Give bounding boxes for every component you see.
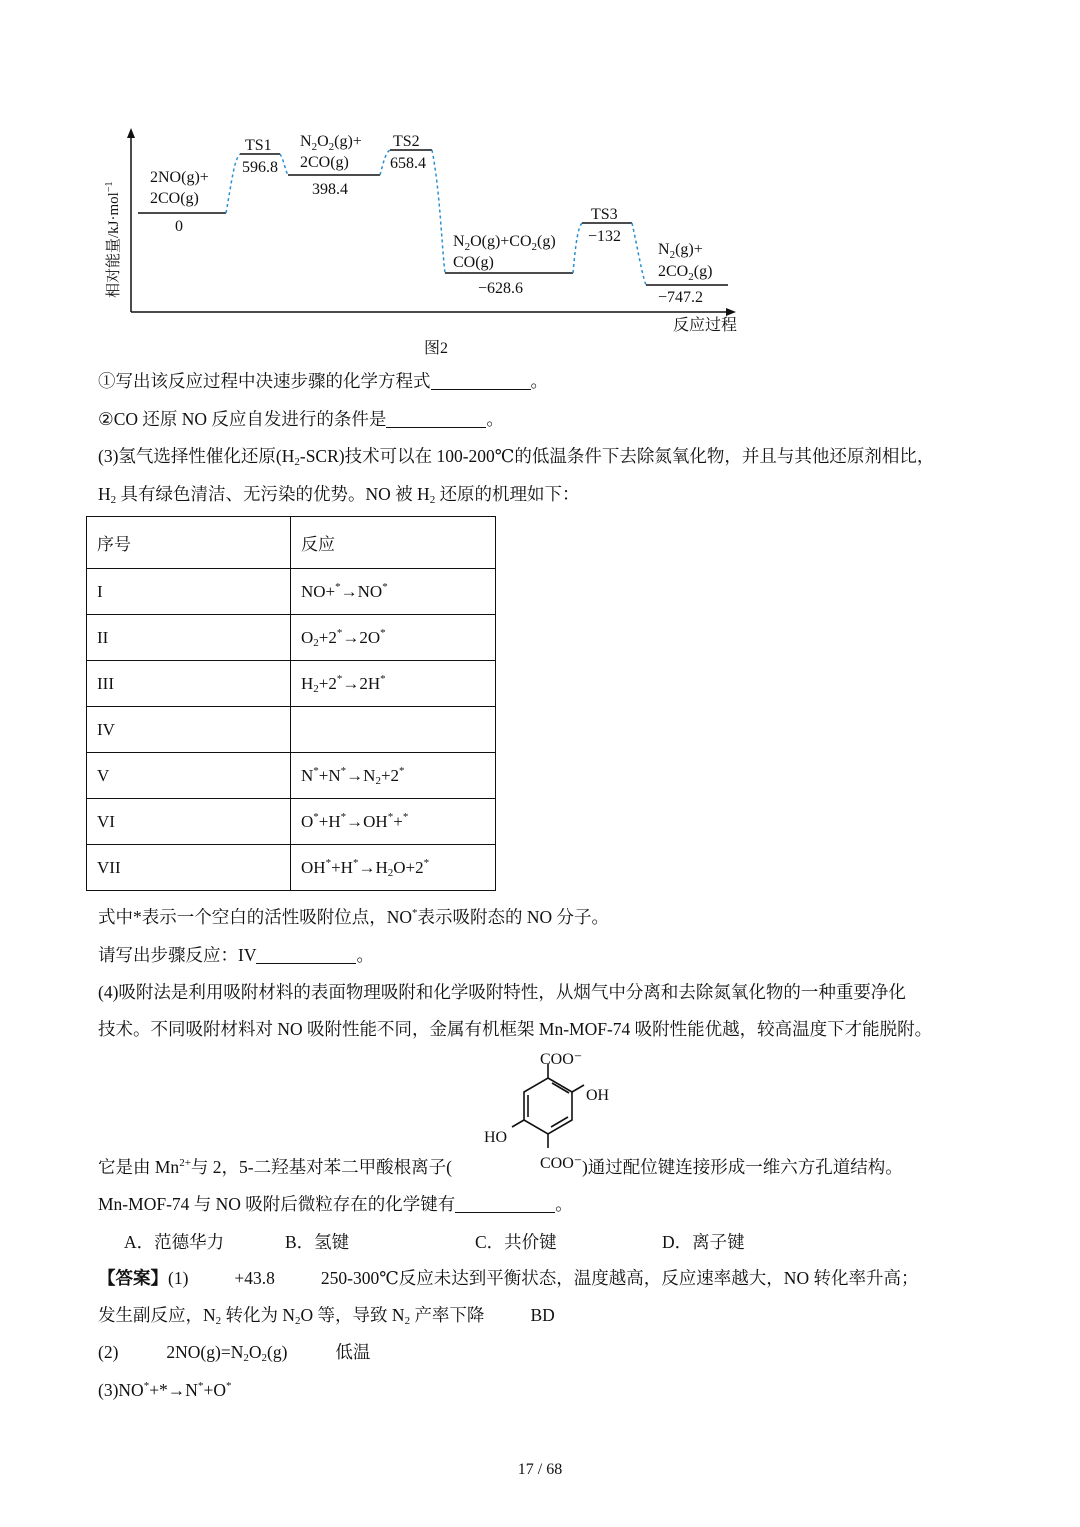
group-left: HO xyxy=(484,1129,508,1146)
answer-line-3: (2) $2NO(g)=N_2O_2(g)$ 低温 xyxy=(98,1342,371,1364)
table-row xyxy=(87,569,496,615)
mechanism-table xyxy=(86,516,496,891)
x-axis-label: 反应过程 xyxy=(673,317,738,334)
level-label: $2CO_2(g)$ xyxy=(658,263,713,283)
level-label: $N_2O(g)+CO_2(g)$ xyxy=(453,233,556,253)
level-value: 398.4 xyxy=(312,181,348,198)
level-value: 596.8 xyxy=(242,159,278,176)
paragraph-3-line-1: (3)氢气选择性催化还原$(H_2-SCR)$技术可以在 100-200℃的低温条件下去除氮氧化物，并且与其他还原剂相比， xyxy=(98,446,935,468)
bond-left xyxy=(512,1120,524,1127)
option-c[interactable]: C．共价键 xyxy=(475,1232,557,1252)
group-right: OH xyxy=(586,1087,610,1104)
level-label: 2CO(g) xyxy=(300,154,349,171)
answer-blank[interactable] xyxy=(386,409,486,428)
table-note: 式中*表示一个空白的活性吸附位点，NO*表示吸附态的 NO 分子。 xyxy=(98,907,610,927)
x-axis-arrow xyxy=(726,308,736,316)
paragraph-4-line-3: 它是由 $Mn^{2+}$与 2，5-二羟基对苯二甲酸根离子( )通过配位键连接形成一维六方孔道结构。 xyxy=(98,1157,903,1177)
step-reaction: $N^*+N^*\to N_2+2^*$ xyxy=(291,753,496,799)
level-label: TS1 xyxy=(245,137,272,154)
answer-line-2: 发生副反应，$N_2$ 转化为 $N_2O$ 等，导致 $N_2$ 产率下降 BD xyxy=(98,1305,555,1327)
path-5 xyxy=(573,223,582,273)
level-value: −628.6 xyxy=(478,280,524,297)
table-row xyxy=(87,661,496,707)
step-number: V xyxy=(87,753,291,799)
group-bottom: COO⁻ xyxy=(540,1155,583,1172)
bond-right xyxy=(572,1085,584,1092)
option-a[interactable]: A．范德华力 xyxy=(124,1232,225,1252)
level-value: −747.2 xyxy=(658,289,704,306)
step-number: III xyxy=(87,661,291,707)
table-row xyxy=(87,799,496,845)
path-4 xyxy=(432,150,445,273)
option-d[interactable]: D．离子键 xyxy=(662,1232,745,1252)
path-1 xyxy=(226,154,240,213)
step-number: II xyxy=(87,615,291,661)
step-reaction: NO+*→NO* xyxy=(291,569,496,615)
paragraph-4-line-4: Mn-MOF-74 与 NO 吸附后微粒存在的化学键有 。 xyxy=(98,1194,573,1214)
answer-blank[interactable] xyxy=(431,371,531,390)
table-row xyxy=(87,753,496,799)
paragraph-4-line-1: (4)吸附法是利用吸附材料的表面物理吸附和化学吸附特性，从烟气中分离和去除氮氧化物的一种重要净化 xyxy=(98,982,906,1002)
step-reaction: $O_2+2^*\to 2O^*$ xyxy=(291,615,496,661)
benzene-ring xyxy=(524,1078,572,1134)
level-label: 2NO(g)+ xyxy=(150,169,209,186)
path-6 xyxy=(632,223,646,285)
group-top: COO⁻ xyxy=(540,1051,583,1068)
y-axis-label: 相对能量/kJ·mol$^{-1}$ xyxy=(104,181,122,298)
table-row xyxy=(87,707,496,753)
level-value: 0 xyxy=(175,218,183,235)
step-number: IV xyxy=(87,707,291,753)
paragraph-4-line-2: 技术。不同吸附材料对 NO 吸附性能不同，金属有机框架 Mn-MOF-74 吸附性能优越，较高温度下才能脱附。 xyxy=(98,1019,933,1039)
step-4-question: 请写出步骤反应：IV 。 xyxy=(98,945,374,965)
answer-line-4: (3)NO*+*→N*+O* xyxy=(98,1380,232,1400)
question-1: ①写出该反应过程中决速步骤的化学方程式 。 xyxy=(98,371,548,391)
step-number: I xyxy=(87,569,291,615)
level-value: −132 xyxy=(588,228,622,245)
level-label: $N_2O_2(g)+$ xyxy=(300,133,362,153)
level-label: TS3 xyxy=(591,206,618,223)
y-axis-arrow xyxy=(127,128,135,138)
level-value: 658.4 xyxy=(390,155,426,172)
level-label: 2CO(g) xyxy=(150,190,199,207)
energy-diagram xyxy=(90,120,770,365)
step-reaction: $OH^*+H^*\to H_2O+2^*$ xyxy=(291,845,496,891)
path-3 xyxy=(380,150,390,175)
figure-caption: 图2 xyxy=(424,340,449,357)
table-row xyxy=(87,845,496,891)
answer-blank[interactable] xyxy=(256,945,356,964)
level-label: $N_2(g)+$ xyxy=(658,241,703,261)
table-header: 序号 xyxy=(87,517,291,569)
page-number: 17 / 68 xyxy=(517,1461,563,1478)
table-header-row xyxy=(87,517,496,569)
answer-blank[interactable] xyxy=(455,1194,555,1213)
path-2 xyxy=(280,154,288,175)
step-number: VI xyxy=(87,799,291,845)
answer-line-1: 【答案】(1) +43.8 250-300℃反应未达到平衡状态，温度越高，反应速率越大，NO 转化率升高； xyxy=(98,1268,919,1288)
level-label: TS2 xyxy=(393,133,420,150)
question-2: ②CO 还原 NO 反应自发进行的条件是 。 xyxy=(98,409,504,429)
step-reaction xyxy=(291,707,496,753)
paragraph-3-line-2: $H_2$ 具有绿色清洁、无污染的优势。NO 被 $H_2$ 还原的机理如下： xyxy=(98,484,580,506)
table-row xyxy=(87,615,496,661)
step-reaction: $H_2+2^*\to 2H^*$ xyxy=(291,661,496,707)
step-reaction: O*+H*→OH*+* xyxy=(291,799,496,845)
option-b[interactable]: B．氢键 xyxy=(285,1232,350,1252)
table-header: 反应 xyxy=(291,517,496,569)
step-number: VII xyxy=(87,845,291,891)
level-label: CO(g) xyxy=(453,254,494,271)
